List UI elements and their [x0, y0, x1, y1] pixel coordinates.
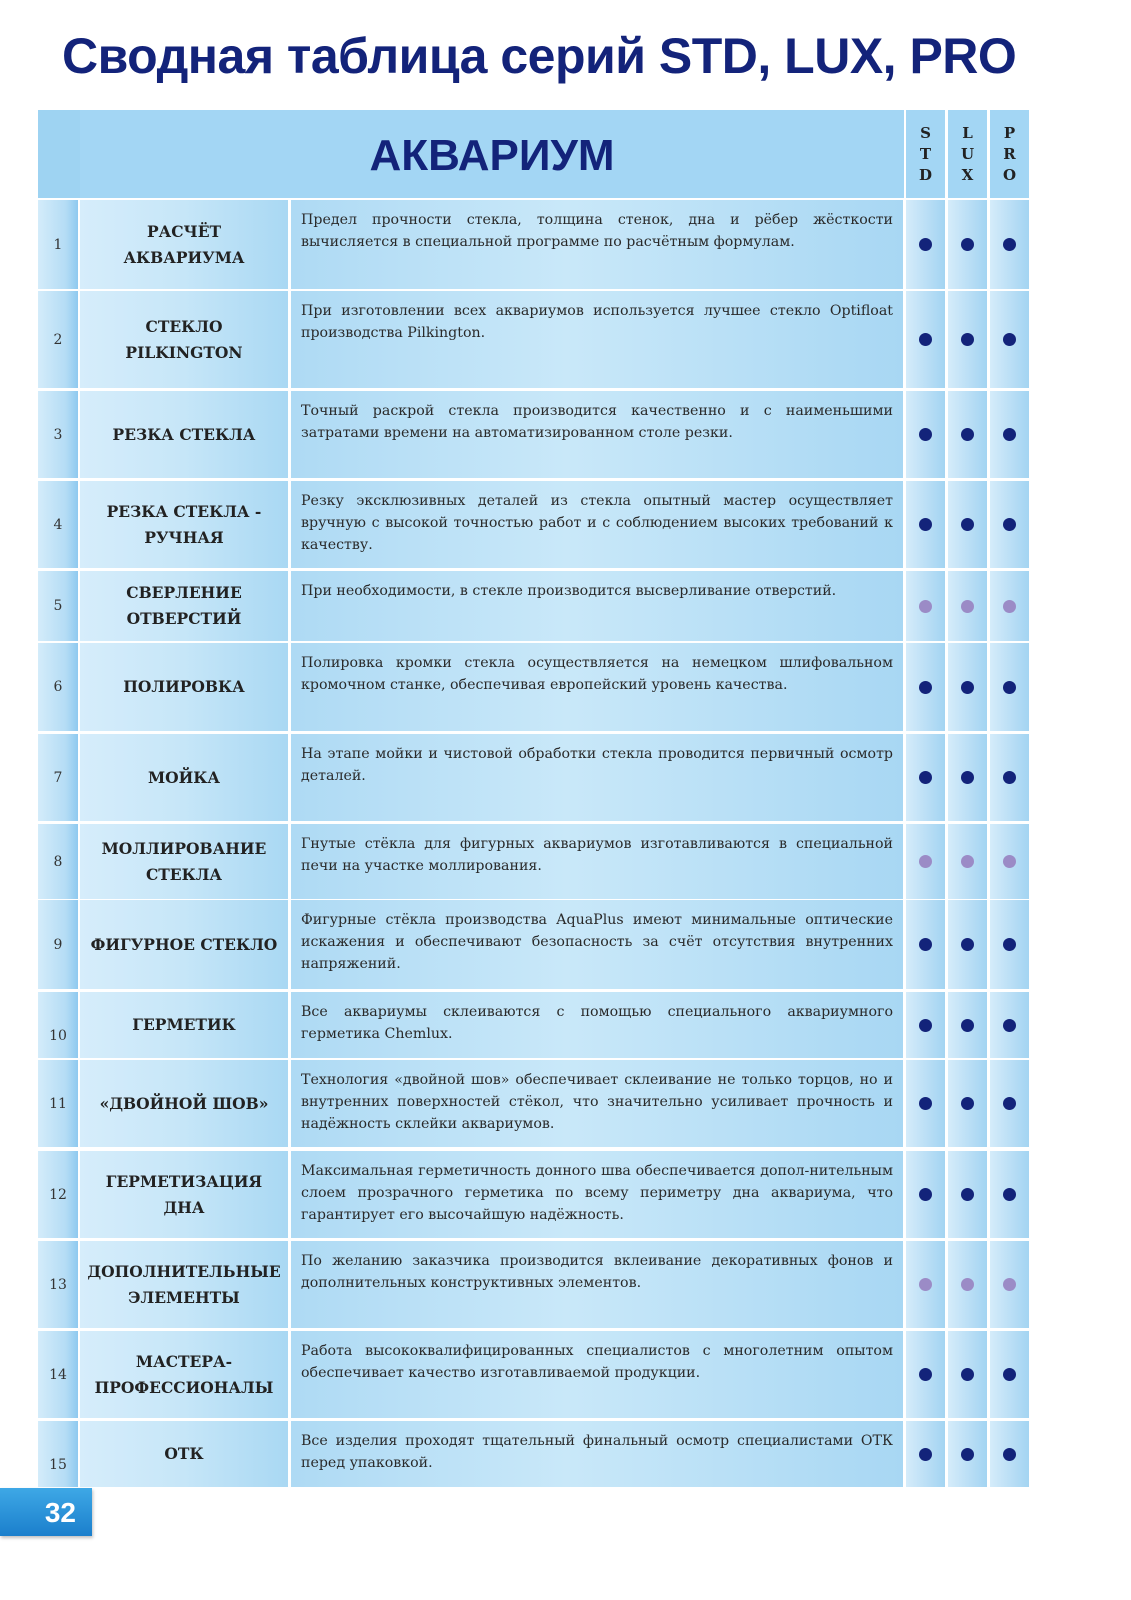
standard-feature-dot-icon: [919, 681, 932, 694]
availability-cell-std: [906, 481, 945, 568]
availability-cell-pro: [990, 481, 1029, 568]
feature-description: Технология «двойной шов» обеспечивает склеивание не только торцов, но и внутренних поверхностей стёкол, что значительно усиливает прочность и надёжность склейки аквариумов.: [291, 1060, 903, 1147]
feature-description: Фигурные стёкла производства AquaPlus имеют минимальные оптические искажения и обеспечивают безопасность за счёт отсутствия внутренних напряжений.: [291, 900, 903, 989]
table-row: [38, 391, 1030, 478]
availability-cell-std: [906, 900, 945, 989]
column-header-letter: S: [920, 123, 931, 142]
row-number: 9: [38, 900, 78, 989]
standard-feature-dot-icon: [961, 1019, 974, 1032]
row-number: 14: [38, 1331, 78, 1418]
feature-description: Предел прочности стекла, толщина стенок, дна и рёбер жёсткости вычисляется в специальной программе по расчётным формулам.: [291, 200, 903, 289]
standard-feature-dot-icon: [919, 333, 932, 346]
standard-feature-dot-icon: [1003, 681, 1016, 694]
feature-description: Все аквариумы склеиваются с помощью специального аквариумного герметика Chemlux.: [291, 992, 903, 1058]
availability-cell-lux: [948, 1331, 987, 1418]
optional-feature-dot-icon: [1003, 855, 1016, 868]
optional-feature-dot-icon: [919, 855, 932, 868]
feature-name: СВЕРЛЕНИЕ ОТВЕРСТИЙ: [80, 571, 288, 641]
standard-feature-dot-icon: [1003, 1188, 1016, 1201]
feature-name: МОЛЛИРОВАНИЕ СТЕКЛА: [80, 824, 288, 899]
standard-feature-dot-icon: [919, 1448, 932, 1461]
section-title: АКВАРИУМ: [369, 131, 615, 180]
table-row: [38, 643, 1030, 731]
column-header-pro: [990, 110, 1029, 198]
column-header-letter: L: [962, 123, 973, 142]
availability-cell-lux: [948, 1421, 987, 1487]
column-header-letter: O: [1002, 165, 1017, 184]
availability-cell-std: [906, 824, 945, 899]
table-header: [38, 110, 1030, 198]
standard-feature-dot-icon: [1003, 938, 1016, 951]
feature-name: МАСТЕРА-ПРОФЕССИОНАЛЫ: [80, 1331, 288, 1418]
availability-cell-std: [906, 1421, 945, 1487]
availability-cell-pro: [990, 1421, 1029, 1487]
standard-feature-dot-icon: [961, 518, 974, 531]
availability-cell-lux: [948, 291, 987, 388]
availability-cell-std: [906, 1241, 945, 1328]
availability-cell-lux: [948, 1241, 987, 1328]
column-header-letter: T: [919, 144, 932, 163]
availability-cell-std: [906, 643, 945, 731]
feature-description: Максимальная герметичность донного шва обеспечивается допол-нительным слоем прозрачного герметика по всему периметру дна аквариума, что гарантирует его высочайшую надёжность.: [291, 1151, 903, 1238]
standard-feature-dot-icon: [961, 1097, 974, 1110]
table-row: [38, 1151, 1030, 1238]
standard-feature-dot-icon: [1003, 428, 1016, 441]
availability-cell-std: [906, 1331, 945, 1418]
standard-feature-dot-icon: [961, 681, 974, 694]
column-header-letter: D: [918, 165, 932, 184]
availability-cell-lux: [948, 481, 987, 568]
standard-feature-dot-icon: [919, 1188, 932, 1201]
standard-feature-dot-icon: [961, 771, 974, 784]
availability-cell-lux: [948, 1060, 987, 1147]
availability-cell-std: [906, 1151, 945, 1238]
optional-feature-dot-icon: [961, 1278, 974, 1291]
column-header-std: [906, 110, 945, 198]
feature-name: ФИГУРНОЕ СТЕКЛО: [80, 900, 288, 989]
standard-feature-dot-icon: [1003, 1097, 1016, 1110]
availability-cell-pro: [990, 1331, 1029, 1418]
feature-name: СТЕКЛО PILKINGTON: [80, 291, 288, 388]
column-header-letter: U: [960, 144, 975, 163]
column-header-letter: R: [1003, 144, 1016, 163]
row-number: 12: [38, 1151, 78, 1238]
table-row: [38, 824, 1030, 899]
availability-cell-lux: [948, 992, 987, 1058]
standard-feature-dot-icon: [1003, 1448, 1016, 1461]
standard-feature-dot-icon: [961, 428, 974, 441]
standard-feature-dot-icon: [919, 1368, 932, 1381]
page-number-badge: [0, 1488, 92, 1536]
feature-description: Полировка кромки стекла осуществляется на немецком шлифовальном кромочном станке, обеспечивая европейский уровень качества.: [291, 643, 903, 731]
availability-cell-std: [906, 1060, 945, 1147]
header-title-cell: [38, 110, 904, 198]
standard-feature-dot-icon: [919, 771, 932, 784]
standard-feature-dot-icon: [919, 938, 932, 951]
optional-feature-dot-icon: [919, 600, 932, 613]
row-number: 5: [38, 571, 78, 641]
standard-feature-dot-icon: [961, 1448, 974, 1461]
row-number: 4: [38, 481, 78, 568]
table-row: [38, 291, 1030, 388]
availability-cell-lux: [948, 643, 987, 731]
table-row: [38, 1421, 1030, 1487]
feature-description: По желанию заказчика производится вклеивание декоративных фонов и дополнительных конструктивных элементов.: [291, 1241, 903, 1328]
feature-description: Работа высококвалифицированных специалистов с многолетним опытом обеспечивает качество изготавливаемой продукции.: [291, 1331, 903, 1418]
feature-description: Гнутые стёкла для фигурных аквариумов изготавливаются в специальной печи на участке моллирования.: [291, 824, 903, 899]
feature-description: При необходимости, в стекле производится высверливание отверстий.: [291, 571, 903, 641]
standard-feature-dot-icon: [919, 518, 932, 531]
row-number: 8: [38, 824, 78, 899]
feature-name: ДОПОЛНИТЕЛЬНЫЕ ЭЛЕМЕНТЫ: [80, 1241, 288, 1328]
row-number: 15: [38, 1421, 78, 1487]
table-row: [38, 481, 1030, 568]
availability-cell-lux: [948, 391, 987, 478]
page-number: 32: [44, 1497, 76, 1528]
standard-feature-dot-icon: [961, 238, 974, 251]
standard-feature-dot-icon: [919, 428, 932, 441]
feature-name: РАСЧЁТ АКВАРИУМА: [80, 200, 288, 289]
standard-feature-dot-icon: [919, 1019, 932, 1032]
column-header-lux: [948, 110, 987, 198]
availability-cell-lux: [948, 734, 987, 821]
availability-cell-pro: [990, 571, 1029, 641]
standard-feature-dot-icon: [1003, 238, 1016, 251]
feature-name: ГЕРМЕТИК: [80, 992, 288, 1058]
optional-feature-dot-icon: [1003, 600, 1016, 613]
feature-name: МОЙКА: [80, 734, 288, 821]
column-header-letter: P: [1003, 123, 1016, 142]
feature-description: При изготовлении всех аквариумов используется лучшее стекло Optifloat производства Pilkington.: [291, 291, 903, 388]
feature-description: На этапе мойки и чистовой обработки стекла проводится первичный осмотр деталей.: [291, 734, 903, 821]
standard-feature-dot-icon: [1003, 1019, 1016, 1032]
table-row: [38, 734, 1030, 821]
table-row: [38, 200, 1030, 289]
availability-cell-lux: [948, 200, 987, 289]
availability-cell-pro: [990, 643, 1029, 731]
feature-name: ГЕРМЕТИЗАЦИЯ ДНА: [80, 1151, 288, 1238]
table-row: [38, 1060, 1030, 1147]
standard-feature-dot-icon: [1003, 333, 1016, 346]
optional-feature-dot-icon: [961, 855, 974, 868]
table-row: [38, 992, 1030, 1058]
table-row: [38, 571, 1030, 641]
row-number: 13: [38, 1241, 78, 1328]
availability-cell-lux: [948, 571, 987, 641]
feature-name: ПОЛИРОВКА: [80, 643, 288, 731]
optional-feature-dot-icon: [961, 600, 974, 613]
row-number: 1: [38, 200, 78, 289]
table-row: [38, 1331, 1030, 1418]
availability-cell-pro: [990, 900, 1029, 989]
availability-cell-pro: [990, 992, 1029, 1058]
header-number-strip: [38, 110, 80, 198]
standard-feature-dot-icon: [961, 1188, 974, 1201]
standard-feature-dot-icon: [1003, 1368, 1016, 1381]
feature-description: Точный раскрой стекла производится качественно и с наименьшими затратами времени на автоматизированном столе резки.: [291, 391, 903, 478]
availability-cell-std: [906, 571, 945, 641]
table-row: [38, 1241, 1030, 1328]
availability-cell-pro: [990, 1060, 1029, 1147]
standard-feature-dot-icon: [919, 238, 932, 251]
standard-feature-dot-icon: [961, 938, 974, 951]
row-number: 11: [38, 1060, 78, 1147]
availability-cell-pro: [990, 391, 1029, 478]
feature-name: РЕЗКА СТЕКЛА: [80, 391, 288, 478]
optional-feature-dot-icon: [1003, 1278, 1016, 1291]
availability-cell-lux: [948, 824, 987, 899]
availability-cell-std: [906, 734, 945, 821]
availability-cell-pro: [990, 200, 1029, 289]
column-header-letter: X: [961, 165, 974, 184]
standard-feature-dot-icon: [961, 1368, 974, 1381]
table-row: [38, 900, 1030, 989]
optional-feature-dot-icon: [919, 1278, 932, 1291]
availability-cell-pro: [990, 1241, 1029, 1328]
availability-cell-lux: [948, 900, 987, 989]
availability-cell-pro: [990, 734, 1029, 821]
row-number: 10: [38, 992, 78, 1058]
standard-feature-dot-icon: [919, 1097, 932, 1110]
row-number: 3: [38, 391, 78, 478]
availability-cell-pro: [990, 1151, 1029, 1238]
row-number: 6: [38, 643, 78, 731]
feature-name: ОТК: [80, 1421, 288, 1487]
availability-cell-std: [906, 992, 945, 1058]
availability-cell-pro: [990, 824, 1029, 899]
feature-name: РЕЗКА СТЕКЛА - РУЧНАЯ: [80, 481, 288, 568]
availability-cell-std: [906, 200, 945, 289]
standard-feature-dot-icon: [1003, 518, 1016, 531]
feature-name: «ДВОЙНОЙ ШОВ»: [80, 1060, 288, 1147]
availability-cell-lux: [948, 1151, 987, 1238]
availability-cell-std: [906, 391, 945, 478]
row-number: 7: [38, 734, 78, 821]
feature-description: Все изделия проходят тщательный финальный осмотр специалистами ОТК перед упаковкой.: [291, 1421, 903, 1487]
page-title: Сводная таблица серий STD, LUX, PRO: [62, 28, 1017, 84]
standard-feature-dot-icon: [961, 333, 974, 346]
row-number: 2: [38, 291, 78, 388]
availability-cell-std: [906, 291, 945, 388]
availability-cell-pro: [990, 291, 1029, 388]
feature-description: Резку эксклюзивных деталей из стекла опытный мастер осуществляет вручную с высокой точностью работ и с соблюдением высоких требований к качеству.: [291, 481, 903, 568]
standard-feature-dot-icon: [1003, 771, 1016, 784]
